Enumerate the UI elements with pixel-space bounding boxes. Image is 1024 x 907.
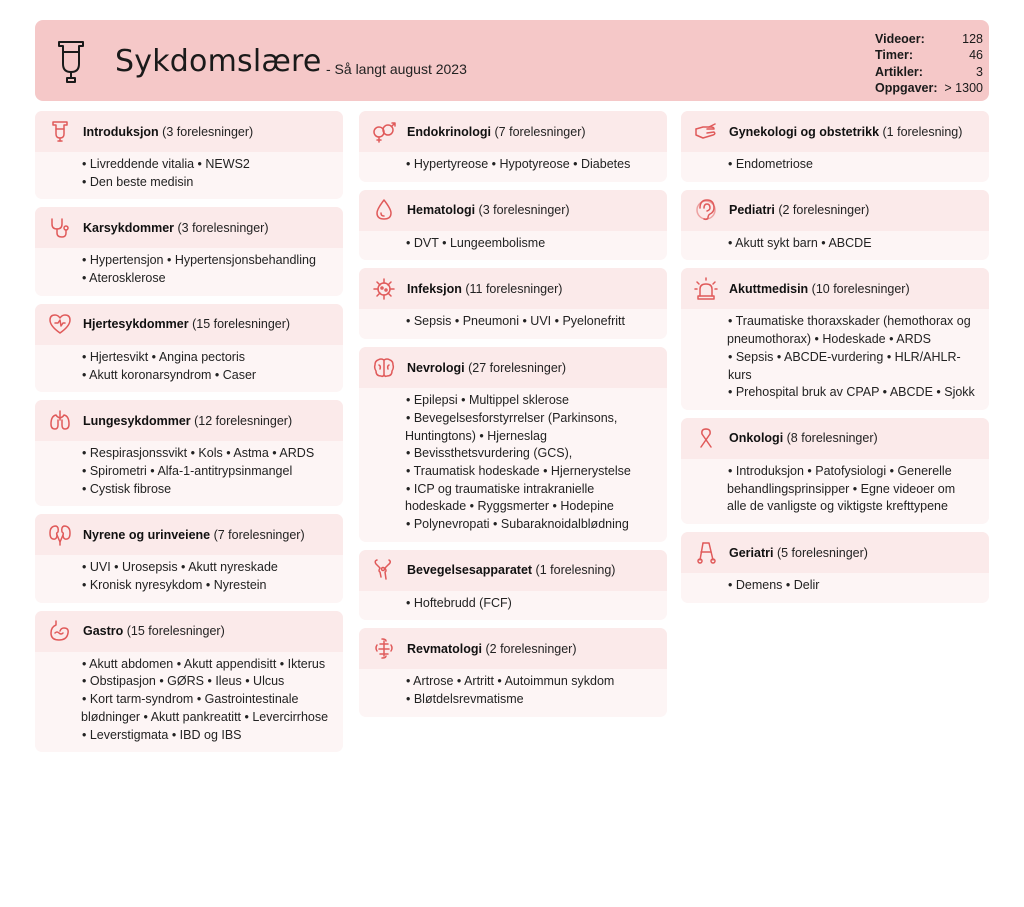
- topic-line: • Sepsis • Pneumoni • UVI • Pyelonefritt: [406, 314, 625, 329]
- topic-line: • Respirasjonssvikt • Kols • Astma • ARDS: [82, 446, 315, 461]
- section-title: [729, 203, 869, 217]
- lecture-count: (7 forelesninger): [210, 527, 305, 542]
- topic-line: alle de vanligste og viktigste krefttypene: [727, 499, 948, 514]
- section-name: Nevrologi: [407, 360, 465, 375]
- section-title: [407, 361, 566, 375]
- iv-bag-icon: [47, 119, 73, 145]
- section-title: [729, 546, 868, 560]
- topic-list: [35, 652, 343, 753]
- section-name: Gastro: [83, 624, 124, 639]
- topic-list: [35, 248, 343, 295]
- section-header: [359, 550, 667, 591]
- topic-line: • Akutt abdomen • Akutt appendisitt • Ikterus: [82, 656, 326, 671]
- topic-list: [681, 152, 989, 182]
- section-card-lungesykdommer: [35, 400, 343, 506]
- topic-line: • Bløtdelsrevmatisme: [406, 692, 524, 707]
- lecture-count: (11 forelesninger): [461, 281, 563, 296]
- section-title: [83, 624, 225, 638]
- section-title: [83, 317, 290, 331]
- lecture-count: (3 forelesninger): [174, 220, 269, 235]
- section-name: Nyrene og urinveiene: [83, 527, 211, 542]
- blood-drop-icon: [371, 197, 397, 223]
- section-card-pediatri: [681, 190, 989, 261]
- section-card-revmatologi: [359, 628, 667, 716]
- column-1: [35, 111, 343, 760]
- section-header: [35, 111, 343, 152]
- page-subtitle: - Så langt august 2023: [326, 61, 467, 77]
- topic-line: • DVT • Lungeembolisme: [406, 235, 546, 250]
- lecture-count: (12 forelesninger): [190, 413, 293, 428]
- lecture-count: (7 forelesninger): [491, 124, 586, 139]
- page-title: Sykdomslære: [115, 44, 322, 79]
- topic-line: • Akutt sykt barn • ABCDE: [728, 235, 872, 250]
- section-title: [83, 414, 292, 428]
- section-header: [681, 190, 989, 231]
- kidneys-icon: [47, 522, 73, 548]
- section-name: Bevegelsesapparatet: [407, 563, 533, 578]
- topic-line: • Hjertesvikt • Angina pectoris: [82, 349, 245, 364]
- stethoscope-icon: [47, 215, 73, 241]
- section-header: [359, 347, 667, 388]
- section-card-gastro: [35, 611, 343, 753]
- topic-line: • Artrose • Artritt • Autoimmun sykdom: [406, 674, 615, 689]
- section-name: Gynekologi og obstetrikk: [729, 124, 880, 139]
- topic-line: hodeskade • Ryggsmerter • Hodepine: [405, 499, 614, 514]
- topic-list: [681, 231, 989, 261]
- topic-line: • Polynevropati • Subaraknoidalblødning: [406, 517, 629, 532]
- section-header: [35, 400, 343, 441]
- topic-line: • Akutt koronarsyndrom • Caser: [82, 367, 257, 382]
- section-card-gynekologi: [681, 111, 989, 182]
- topic-list: [359, 152, 667, 182]
- topic-line: blødninger • Akutt pankreatitt • Levercirrhose: [81, 709, 329, 724]
- topic-line: • Kronisk nyresykdom • Nyrestein: [82, 578, 267, 593]
- section-header: [681, 268, 989, 309]
- stomach-icon: [47, 618, 73, 644]
- topic-list: [359, 309, 667, 339]
- section-title: [407, 563, 615, 577]
- virus-icon: [371, 276, 397, 302]
- section-name: Onkologi: [729, 431, 784, 446]
- section-card-introduksjon: [35, 111, 343, 199]
- topic-list: [359, 231, 667, 261]
- lecture-count: (10 forelesninger): [808, 281, 910, 296]
- topic-line: • UVI • Urosepsis • Akutt nyreskade: [82, 560, 278, 575]
- stat-hours: Timer: 46: [875, 48, 983, 63]
- topic-list: [359, 388, 667, 542]
- topic-line: • Traumatiske thoraxskader (hemothorax og: [728, 314, 971, 329]
- topic-line: • Endometriose: [728, 157, 813, 171]
- lecture-count: (3 forelesninger): [158, 124, 254, 139]
- section-name: Akuttmedisin: [729, 281, 809, 296]
- section-card-bevegelse: [359, 550, 667, 621]
- topic-list: [359, 591, 667, 621]
- section-header: [681, 418, 989, 459]
- lungs-icon: [47, 408, 73, 434]
- section-card-akuttmedisin: [681, 268, 989, 410]
- section-card-nyrene: [35, 514, 343, 602]
- topic-line: • Livreddende vitalia • NEWS2: [82, 157, 250, 171]
- topic-line: • Traumatisk hodeskade • Hjernerystelse: [406, 463, 631, 478]
- lecture-count: (27 forelesninger): [464, 360, 567, 375]
- topic-line: • Bevegelsesforstyrrelser (Parkinsons,: [406, 410, 618, 425]
- section-title: [83, 528, 305, 542]
- topic-list: [359, 669, 667, 716]
- topic-list: [681, 459, 989, 524]
- stat-videos: Videoer: 128: [875, 32, 983, 46]
- section-header: [359, 268, 667, 309]
- section-card-nevrologi: [359, 347, 667, 542]
- topic-line: behandlingsprinsipper • Egne videoer om: [727, 481, 956, 496]
- topic-line: • Introduksjon • Patofysiologi • Generelle: [728, 463, 952, 478]
- section-title: [407, 203, 570, 217]
- section-title: [83, 221, 269, 235]
- section-name: Infeksjon: [407, 281, 462, 296]
- ribbon-icon: [693, 425, 719, 451]
- topic-line: • Epilepsi • Multippel sklerose: [406, 393, 569, 408]
- section-name: Karsykdommer: [83, 220, 175, 235]
- lecture-count: (15 forelesninger): [188, 317, 291, 332]
- topic-line: • Hypertyreose • Hypotyreose • Diabetes: [406, 157, 631, 171]
- lecture-count: (2 forelesninger): [774, 203, 870, 218]
- lecture-count: (2 forelesninger): [482, 641, 577, 656]
- topic-list: [35, 345, 343, 392]
- topic-list: [681, 573, 989, 603]
- ear-icon: [693, 197, 719, 223]
- section-name: Pediatri: [729, 203, 775, 218]
- topic-line: • Hypertensjon • Hypertensjonsbehandling: [82, 253, 316, 268]
- brain-icon: [371, 355, 397, 381]
- column-2: [359, 111, 667, 725]
- lecture-count: (8 forelesninger): [783, 431, 878, 446]
- topic-line: • Demens • Delir: [728, 578, 820, 593]
- section-header: [35, 207, 343, 248]
- topic-line: • Cystisk fibrose: [82, 481, 172, 496]
- section-header: [35, 514, 343, 555]
- topic-line: • Kort tarm-syndrom • Gastrointestinale: [82, 692, 299, 707]
- page-header: [35, 20, 989, 101]
- section-card-hematologi: [359, 190, 667, 261]
- topic-line: • Obstipasjon • GØRS • Ileus • Ulcus: [82, 674, 285, 689]
- lecture-count: (1 forelesning): [879, 124, 963, 139]
- section-name: Geriatri: [729, 545, 774, 560]
- section-header: [35, 611, 343, 652]
- lecture-count: (5 forelesninger): [773, 545, 868, 560]
- topic-list: [35, 152, 343, 199]
- spine-icon: [371, 636, 397, 662]
- section-header: [681, 532, 989, 573]
- siren-icon: [693, 276, 719, 302]
- topic-line: Huntingtons) • Hjerneslag: [405, 428, 547, 443]
- section-card-endokrinologi: [359, 111, 667, 182]
- section-header: [35, 304, 343, 345]
- section-name: Hematologi: [407, 203, 476, 218]
- column-3: [681, 111, 989, 611]
- section-title: [83, 125, 253, 139]
- section-name: Endokrinologi: [407, 124, 492, 139]
- topic-line: • Aterosklerose: [82, 271, 166, 286]
- section-header: [359, 628, 667, 669]
- gender-symbols-icon: [371, 119, 397, 145]
- stats-panel: [875, 31, 983, 96]
- section-name: Revmatologi: [407, 641, 483, 656]
- topic-line: pneumothorax) • Hodeskade • ARDS: [727, 332, 931, 347]
- section-name: Introduksjon: [83, 124, 159, 139]
- hand-icon: [693, 119, 719, 145]
- section-card-hjertesykdommer: [35, 304, 343, 392]
- section-header: [681, 111, 989, 152]
- section-name: Hjertesykdommer: [83, 317, 189, 332]
- walker-icon: [693, 540, 719, 566]
- joint-bone-icon: [371, 557, 397, 583]
- lecture-count: (3 forelesninger): [475, 203, 570, 218]
- section-title: [407, 642, 577, 656]
- heart-pulse-icon: [47, 311, 73, 337]
- stat-articles: Artikler: 3: [875, 64, 983, 79]
- section-header: [359, 111, 667, 152]
- topic-line: • ICP og traumatiske intrakranielle: [406, 481, 595, 496]
- lecture-count: (15 forelesninger): [123, 624, 225, 639]
- section-title: [729, 282, 910, 296]
- section-card-infeksjon: [359, 268, 667, 339]
- topic-line: • Bevissthetsvurdering (GCS),: [406, 446, 573, 461]
- section-title: [407, 282, 562, 296]
- section-card-geriatri: [681, 532, 989, 603]
- section-card-karsykdommer: [35, 207, 343, 295]
- lecture-count: (1 forelesning): [532, 563, 616, 578]
- iv-bag-icon: [53, 38, 93, 86]
- topic-line: • Prehospital bruk av CPAP • ABCDE • Sjokk: [728, 385, 975, 400]
- topic-line: • Den beste medisin: [82, 174, 194, 189]
- stat-tasks: Oppgaver: > 1300: [875, 80, 983, 95]
- topic-list: [35, 555, 343, 602]
- section-title: [729, 431, 878, 445]
- topic-line: • Leverstigmata • IBD og IBS: [82, 727, 242, 742]
- topic-line: • Hoftebrudd (FCF): [406, 595, 512, 610]
- section-header: [359, 190, 667, 231]
- topic-list: [681, 309, 989, 410]
- section-title: [407, 125, 586, 139]
- section-title: [729, 125, 962, 139]
- topic-list: [35, 441, 343, 506]
- section-card-onkologi: [681, 418, 989, 524]
- topic-line: • Sepsis • ABCDE-vurdering • HLR/AHLR-kurs: [728, 349, 961, 382]
- topic-line: • Spirometri • Alfa-1-antitrypsinmangel: [82, 463, 293, 478]
- section-name: Lungesykdommer: [83, 413, 191, 428]
